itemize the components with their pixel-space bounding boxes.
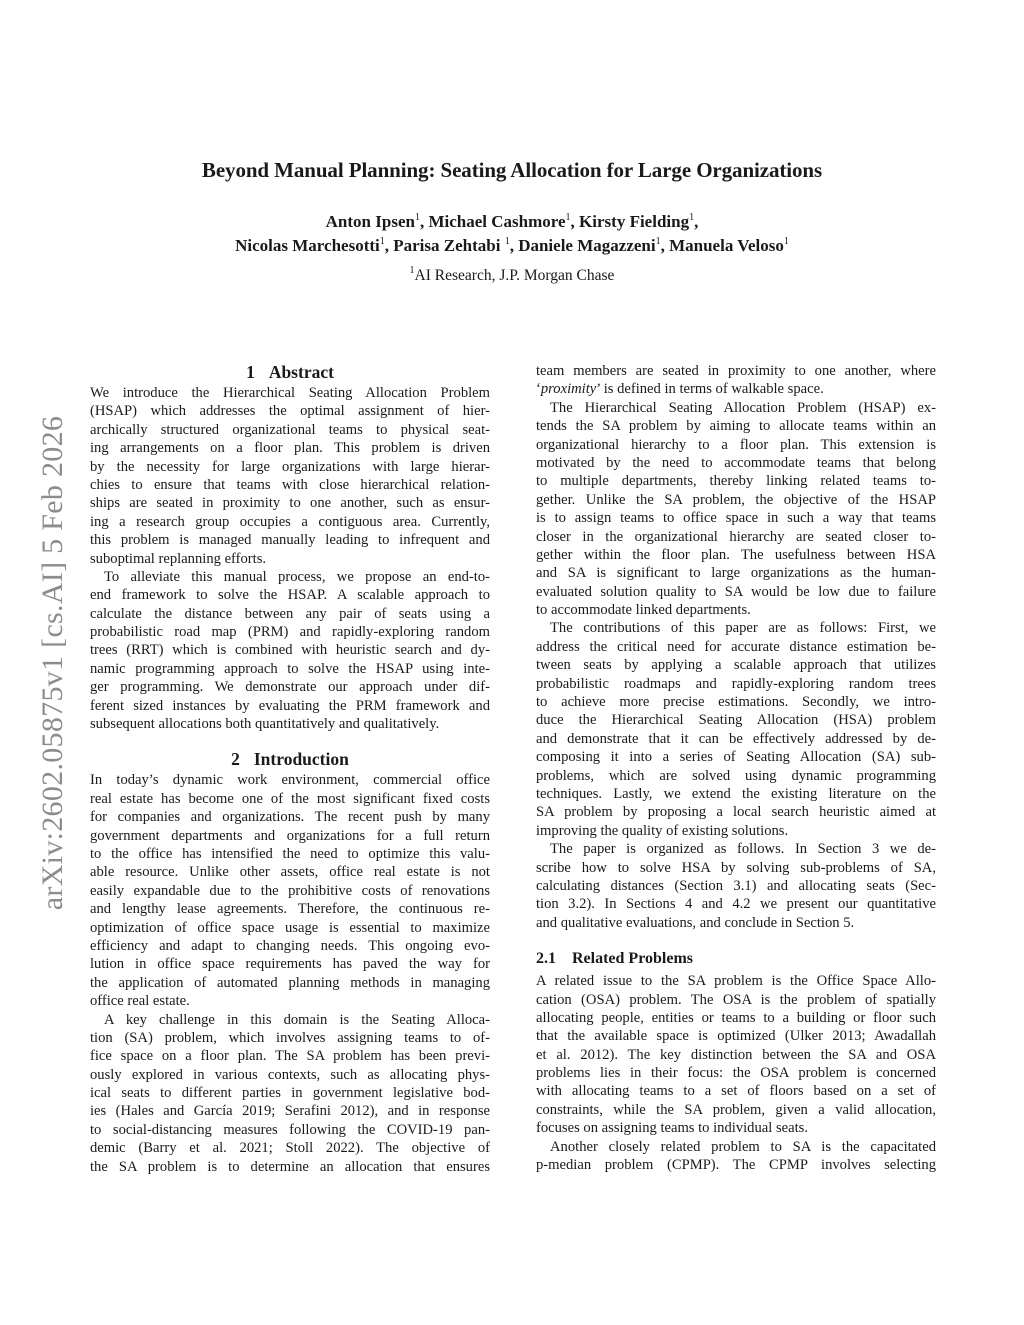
- arxiv-stamp: arXiv:2602.05875v1 [cs.AI] 5 Feb 2026: [36, 415, 69, 911]
- paper-title: Beyond Manual Planning: Seating Allocation for Large Organizations: [201, 158, 823, 182]
- intro-paragraph-contributions: The contributions of this paper are as follows: First, we address the critical need for accurate distance estimation be- tween seats by applying a scalable approach that utilizes probabilistic roadmaps and rapidly-exploring random trees to achieve more precise estimations. Secondly, we intro- duce the Hierarchical Seating Allocation (HSA) problem and demonstrate that it can be effectively addressed by de- composing it into a series of Seating Allocation (SA) sub- problems, which are solved using dynamic programming techniques. Lastly, we extend the existing literature on the SA problem by proposing a local search heuristic aimed at improving the quality of existing solutions.: [536, 620, 936, 839]
- affiliation-mark: 1: [379, 236, 385, 247]
- author-line-1: Anton Ipsen$^1$, Michael Cashmore$^1$, Kirsty Fielding$^1$,: [325, 212, 699, 231]
- emphasis-proximity: proximity: [540, 381, 597, 398]
- intro-paragraph-1: In today’s dynamic work environment, commercial office real estate has become one of the most significant fixed costs for companies and organizations. The recent push by many government departments and organizations for a full return to the office has intensified the need to optimize this valu- able resource. Unlike other assets, office real estate is not easily expandable due to the prohibitive costs of renovations and lengthy lease agreements. Therefore, the continuous re- optimization of office space usage is essential to maximize efficiency and adapt to changing needs. This ongoing evo- lution in office space requirements has paved the way for the application of automated planning methods in managing office real estate.: [90, 772, 490, 1010]
- author-name: Nicolas Marchesotti: [235, 236, 380, 255]
- affiliation-mark: 1: [409, 265, 415, 276]
- author-name: Daniele Magazzeni: [518, 236, 656, 255]
- author-list: [0, 210, 1024, 258]
- right-column: [536, 362, 936, 1174]
- section-heading-abstract: 1 Abstract: [246, 362, 334, 382]
- author-name: Michael Cashmore: [428, 212, 566, 231]
- intro-continuation: team members are seated in proximity to one another, where ‘proximity’ is defined in terms of walkable space.: [536, 363, 936, 398]
- author-name: Manuela Veloso: [669, 236, 784, 255]
- affiliation: [0, 267, 1024, 285]
- related-paragraph-2: Another closely related problem to SA is the capacitated p-median problem (CPMP). The CPMP involves selecting: [536, 1138, 936, 1174]
- author-name: Kirsty Fielding: [579, 212, 690, 231]
- author-name: Parisa Zehtabi: [393, 236, 501, 255]
- intro-paragraph-organization: The paper is organized as follows. In Section 3 we de- scribe how to solve HSA by solving sub-problems of SA, calculating distances (Section 3.1) and allocating seats (Sec- tion 3.2). In Sections 4 and 4.2 we present our quantitative and qualitative evaluations, and conclude in Section 5.: [536, 841, 936, 931]
- abstract-paragraph-1: We introduce the Hierarchical Seating Allocation Problem (HSAP) which addresses the optimal assignment of hier- archically structured organizational teams to physical seat- ing arrangements on a floor plan. This problem is driven by the necessity for large organizations with large hierar- chies to ensure that teams with close hierarchical relation- ships are seated in proximity to one another, such as ensur- ing a research group occupies a contiguous area. Currently, this problem is managed manually leading to infrequent and suboptimal replanning efforts.: [90, 385, 490, 567]
- subsection-heading-related-problems: 2.1 Related Problems: [536, 950, 694, 968]
- affiliation-mark: 1: [689, 212, 695, 223]
- affiliation-mark: 1: [783, 236, 789, 247]
- section-heading-introduction: 2 Introduction: [231, 749, 349, 770]
- left-column: [90, 360, 490, 1176]
- author-name: Anton Ipsen: [325, 212, 415, 231]
- affiliation-mark: 1: [655, 236, 661, 247]
- intro-paragraph-3: The Hierarchical Seating Allocation Problem (HSAP) ex- tends the SA problem by aiming to allocate teams within an organizational hierarchy to a floor plan. This extension is motivated by the need to accommodate teams that belong to multiple departments, thereby linking related teams to- gether. Unlike the SA problem, the objective of the HSAP is to assign teams to office space in such a way that teams closer in the organizational hierarchy are seated closer to- gether within the floor plan. The usefulness between HSA and SA is significant to large organizations as the human- evaluated solution quality to SA would be low due to failure to accommodate linked departments.: [536, 399, 936, 619]
- author-line-2: Nicolas Marchesotti$^1$, Parisa Zehtabi $^1$, Daniele Magazzeni$^1$, Manuela Veloso$^1$: [235, 236, 789, 255]
- affiliation-text: AI Research, J.P. Morgan Chase: [414, 267, 615, 284]
- affiliation-mark: 1: [565, 212, 571, 223]
- abstract-paragraph-2: To alleviate this manual process, we propose an end-to- end framework to solve the HSAP. A scalable approach to calculate the distance between any pair of seats using a probabilistic road map (PRM) and rapidly-exploring random trees (RRT) which is combined with heuristic search and dy- namic programming approach to solve the HSAP using inte- ger programming. We demonstrate our approach under dif- ferent sized instances by evaluating the PRM framework and subsequent allocations both quantitatively and qualitatively.: [90, 568, 490, 733]
- related-paragraph-1: A related issue to the SA problem is the Office Space Allo- cation (OSA) problem. The OSA is the problem of spatially allocating people, entities or teams to a building or floor such that the available space is optimized (Ulker 2013; Awadallah et al. 2012). The key distinction between the SA and OSA problems lies in their focus: the OSA problem is concerned with allocating teams to a set of floors based on a set of constraints, while the SA problem, given a valid allocation, focuses on assigning teams to individual seats.: [536, 973, 936, 1137]
- affiliation-mark: 1: [414, 212, 420, 223]
- intro-paragraph-2: A key challenge in this domain is the Seating Alloca- tion (SA) problem, which involves assigning teams to of- fice space on a floor plan. The SA problem has been previ- ously explored in various contexts, such as allocating phys- ical seats to different parties in government legislative bod- ies (Hales and García 2019; Serafini 2012), and in response to social-distancing measures following the COVID-19 pan- demic (Barry et al. 2021; Stoll 2022). The objective of the SA problem is to determine an allocation that ensures: [90, 1011, 490, 1175]
- affiliation-mark: 1: [504, 236, 510, 247]
